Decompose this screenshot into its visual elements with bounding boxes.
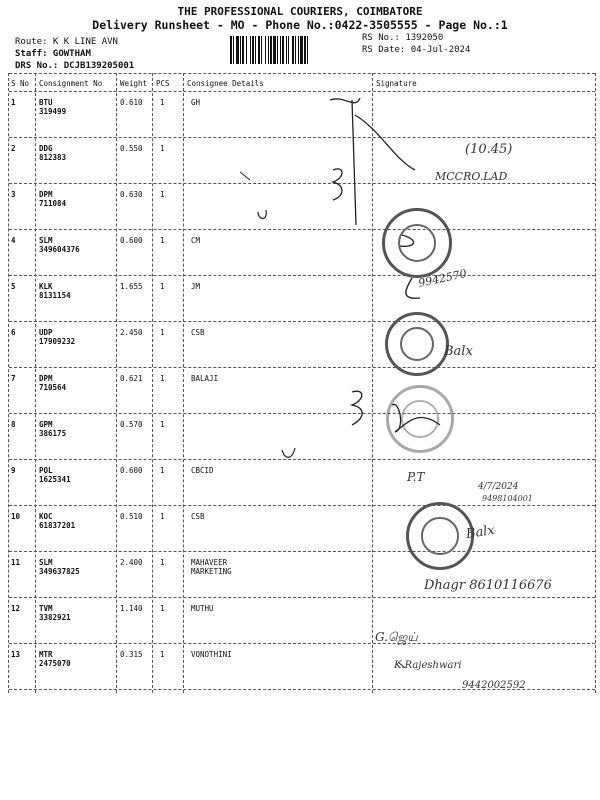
row-consignee: CM (191, 236, 201, 245)
rs-number: RS No.: 1392050 (362, 33, 444, 43)
row-weight: 0.550 (120, 144, 143, 153)
row-sno: 4 (11, 236, 16, 245)
col-header-weight: Weight (120, 79, 148, 88)
row-weight: 0.600 (120, 466, 143, 475)
col-header-consignment: Consignment No (39, 79, 103, 88)
row-pcs: 1 (160, 512, 165, 521)
row-consignee: CSB (191, 512, 205, 521)
row-consignment-no: KOC 61837201 (39, 512, 76, 530)
staff-label: Staff: GOWTHAM (15, 49, 91, 59)
route-label: Route: K K LINE AVN (15, 37, 118, 47)
handwritten-signature: (10.45) (465, 142, 513, 157)
handwritten-signature: P.T (407, 470, 425, 484)
rs-date: RS Date: 04-Jul-2024 (362, 45, 471, 55)
row-consignment-no: SLM 349604376 (39, 236, 80, 254)
row-sno: 9 (11, 466, 16, 475)
drs-number: DRS No.: DCJB139205001 (15, 61, 135, 71)
handwritten-signature: K.Rajeshwari (394, 660, 462, 671)
row-consignment-no: SLM 349637825 (39, 558, 80, 576)
row-consignment-no: BTU 319499 (39, 98, 67, 116)
handwritten-signature: 4/7/2024 (478, 482, 519, 492)
row-sno: 2 (11, 144, 16, 153)
row-sno: 12 (11, 604, 21, 613)
row-weight: 0.600 (120, 236, 143, 245)
row-sno: 3 (11, 190, 16, 199)
row-weight: 0.315 (120, 650, 143, 659)
row-consignee: CBCID (191, 466, 214, 475)
row-consignment-no: DPM 711084 (39, 190, 67, 208)
row-sno: 13 (11, 650, 21, 659)
row-weight: 0.630 (120, 190, 143, 199)
row-pcs: 1 (160, 236, 165, 245)
row-weight: 0.570 (120, 420, 143, 429)
row-consignee: GH (191, 98, 201, 107)
row-consignee: BALAJI (191, 374, 219, 383)
row-consignee: MAHAVEER MARKETING (191, 558, 232, 576)
row-pcs: 1 (160, 374, 165, 383)
row-consignment-no: DDG 812383 (39, 144, 67, 162)
row-consignment-no: DPM 710564 (39, 374, 67, 392)
row-consignment-no: POL 1625341 (39, 466, 71, 484)
row-pcs: 1 (160, 466, 165, 475)
row-consignment-no: MTR 2475070 (39, 650, 71, 668)
handwritten-signature: 9942570 (417, 267, 468, 290)
handwritten-signature: 9498104001 (482, 494, 533, 503)
row-pcs: 1 (160, 282, 165, 291)
row-consignment-no: KLK 8131154 (39, 282, 71, 300)
row-weight: 1.655 (120, 282, 143, 291)
row-pcs: 1 (160, 190, 165, 199)
row-consignee: CSB (191, 328, 205, 337)
document-subtitle: Delivery Runsheet - MO - Phone No.:0422-3505555 - Page No.:1 (92, 18, 508, 32)
row-weight: 0.510 (120, 512, 143, 521)
row-weight: 2.450 (120, 328, 143, 337)
row-consignment-no: TVM 3382921 (39, 604, 71, 622)
row-consignee: VONOTHINI (191, 650, 232, 659)
handwritten-signature: Dhagr 8610116676 (424, 578, 552, 593)
row-pcs: 1 (160, 604, 165, 613)
row-pcs: 1 (160, 144, 165, 153)
handwritten-signature: Balx (465, 523, 496, 542)
col-header-consignee: Consignee Details (187, 79, 264, 88)
handwritten-signature: Balx (444, 344, 473, 359)
row-weight: 2.400 (120, 558, 143, 567)
row-consignee: JM (191, 282, 201, 291)
col-header-signature: Signature (376, 79, 417, 88)
document-title: THE PROFESSIONAL COURIERS, COIMBATORE (177, 5, 423, 18)
row-sno: 7 (11, 374, 16, 383)
row-pcs: 1 (160, 98, 165, 107)
row-weight: 0.621 (120, 374, 143, 383)
handwritten-signature: 9442002592 (462, 680, 526, 691)
row-consignment-no: GPM 386175 (39, 420, 67, 438)
handwritten-signature: MCCRO.LAD (435, 170, 508, 183)
row-sno: 1 (11, 98, 16, 107)
col-header-pcs: PCS (156, 79, 170, 88)
row-sno: 6 (11, 328, 16, 337)
handwritten-signature: G.ஜெய் (375, 630, 418, 644)
row-consignment-no: UDP 17909232 (39, 328, 76, 346)
row-weight: 1.140 (120, 604, 143, 613)
row-sno: 11 (11, 558, 21, 567)
row-sno: 5 (11, 282, 16, 291)
row-sno: 10 (11, 512, 21, 521)
row-pcs: 1 (160, 650, 165, 659)
col-header-sno: S No (11, 79, 30, 88)
row-weight: 0.610 (120, 98, 143, 107)
row-pcs: 1 (160, 558, 165, 567)
row-sno: 8 (11, 420, 16, 429)
row-pcs: 1 (160, 328, 165, 337)
row-consignee: MUTHU (191, 604, 214, 613)
row-pcs: 1 (160, 420, 165, 429)
